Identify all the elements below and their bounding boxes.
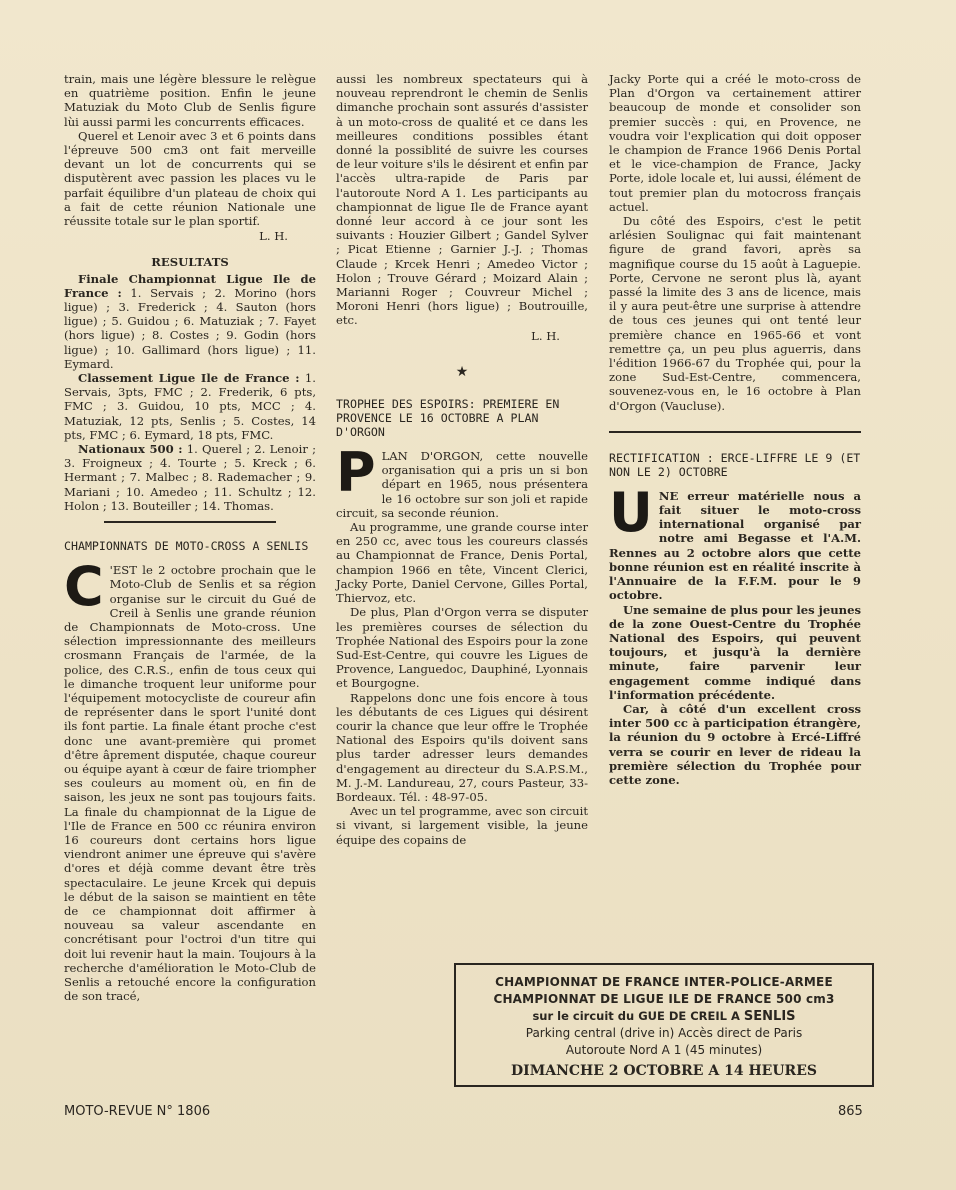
ad-line-3-big: SENLIS <box>743 1009 796 1024</box>
article-paragraph: Avec un tel programme, avec son circuit si vivant, si largement visible, la jeune équipe des copains de <box>336 804 588 847</box>
results-nationaux <box>64 442 316 513</box>
author-signature: L. H. <box>259 229 288 244</box>
article-paragraph: Du côté des Espoirs, c'est le petit arlésien Soulignac qui fait maintenant figure de grand favori, après sa magnifique course du 15 août à Laguepie. Porte, Cervone ne seront plus là, ayant passé la limite des 3 ans de licence, mais il y aura peut-être une surprise à attendre de tous ces jeunes qui ont tenté leur première chance en 1965-66 et vont remettre ça, un peu plus aguerris, dans l'édition 1966-67 du Trophée qui, pour la zone Sud-Est-Centre, commencera, souvenez-vous en, le 16 octobre à Plan d'Orgon (Vaucluse). <box>609 214 861 413</box>
dropcap-letter: U <box>609 480 653 544</box>
column-3 <box>609 72 861 787</box>
section-divider <box>609 431 861 433</box>
section-divider <box>104 521 276 523</box>
event-advertisement-box <box>454 963 874 1087</box>
article-headline-senlis: CHAMPIONNATS DE MOTO-CROSS A SENLIS <box>64 539 309 554</box>
results-finale <box>64 272 316 371</box>
article-headline-rectification: RECTIFICATION : ERCE-LIFFRE LE 9 (ET NON LE 2) OCTOBRE <box>609 450 861 479</box>
ad-line-3 <box>456 1008 872 1025</box>
dropcap-letter: P <box>336 441 376 505</box>
article-paragraph-senlis <box>64 555 316 1004</box>
article-continuation-text: aussi les nombreux spectateurs qui à nouveau reprendront le chemin de Senlis dimanche prochain sont assurés d'assister à un moto-cross de qualité et ce dans les meilleures conditions possibles étant donné la possiblité de suivre les courses de leur voiture s'ils le désirent et enfin par l'accès ultra-rapide de Paris par l'autoroute Nord A 1. Les participants au championnat de ligue Ile de France ayant donné leur accord à ce jour sont les suivants : Houzier Gilbert ; Gandel Sylver ; Picat Etienne ; Garnier J.-J. ; Thomas Claude ; Krcek Henri ; Amedeo Victor ; Holon ; Trouve Gérard ; Moizard Alain ; Marianni Roger ; Couvreur Michel ; Moroni Henri (hors ligue) ; Boutrouille, etc. <box>336 72 588 328</box>
article-paragraph: Car, à côté d'un excellent cross inter 500 cc à participation étrangère, la réunion du 9 octobre à Ercé-Liffré verra se courir en lever de rideau la première sélection du Trophée pour cette zone. <box>609 701 861 787</box>
results-heading: RESULTATS <box>151 255 229 270</box>
results-classement-text: 1. Servais, 3pts, FMC ; 2. Frederik, 6 pts, FMC ; 3. Guidou, 10 pts, MCC ; 4. Matuziak, 12 pts, Senlis ; 5. Costes, 14 pts, FMC ; 6. Eymard, 18 pts, FMC. <box>64 371 316 442</box>
article-paragraph: Au programme, une grande course inter en 250 cc, avec tous les coureurs classés au Championnat de France, Denis Portal, champion 1966 en tête, Vincent Clerici, Jacky Porte, Daniel Cervone, Gilles Portal, Thiervoz, etc. <box>336 520 588 606</box>
article-paragraph-plan-text: LAN D'ORGON, cette nouvelle organisation qui a pris un si bon départ en 1965, nous présentera le 16 octobre sur son joli et rapide circuit, sa seconde réunion. <box>336 449 588 520</box>
footer-page-number: 865 <box>838 1104 863 1119</box>
ad-line-1: CHAMPIONNAT DE FRANCE INTER-POLICE-ARMEE <box>495 975 833 989</box>
results-classement-label: Classement Ligue Ile de France : <box>78 371 300 386</box>
results-finale-text: 1. Servais ; 2. Morino (hors ligue) ; 3. Frederick ; 4. Sauton (hors ligue) ; 5. Guidou ; 6. Matuziak ; 7. Fayet (hors ligue) ; 8. Costes ; 9. Godin (hors ligue) ; 10. Gallimard (hors ligue) ; 11. Eymard. <box>64 285 316 371</box>
article-headline-trophee: TROPHEE DES ESPOIRS: PREMIERE EN PROVENCE LE 16 OCTOBRE A PLAN D'ORGON <box>336 397 560 440</box>
article-continuation-text: Jacky Porte qui a créé le moto-cross de Plan d'Orgon va certainement attirer beaucoup de monde et consolider son premier succès : qui, en Provence, ne voudra voir l'explication qui doit opposer le champion de France 1966 Denis Portal et le vice-champion de France, Jacky Porte, idole locale et, lui aussi, élément de tout premier plan du motocross français actuel. <box>609 72 861 214</box>
ad-line-2: CHAMPIONNAT DE LIGUE ILE DE FRANCE 500 cm3 <box>493 992 835 1006</box>
article-paragraph: Rappelons donc une fois encore à tous les débutants de ces Ligues qui désirent courir la chance que leur offre le Trophée National des Espoirs qu'ils doivent sans plus tarder adresser leurs demandes d'engagement au directeur du S.A.P.S.M., M. J.-M. Landureau, 27, cours Pasteur, 33-Bordeaux. Tél. : 48-97-05. <box>336 690 588 804</box>
ad-line-5: Autoroute Nord A 1 (45 minutes) <box>565 1043 763 1057</box>
article-continuation-text: train, mais une légère blessure le relègue en quatrième position. Enfin le jeune Matuziak du Moto Club de Senlis figure lùi aussi parmi les concurrents efficaces. <box>64 72 316 129</box>
article-paragraph-rectification <box>609 480 861 603</box>
article-paragraph: Querel et Lenoir avec 3 et 6 points dans l'épreuve 500 cm3 ont fait merveille devant un lot de concurrents qui se disputèrent avec passion les places vu le parfait équilibre d'un plateau de choix qui a fait de cette réunion Nationale une réussite totale sur le plan sportif. <box>64 128 316 229</box>
results-nationaux-text: 1. Querel ; 2. Lenoir ; 3. Froigneux ; 4. Tourte ; 5. Kreck ; 6. Hermant ; 7. Malbec ; 8. Rademacher ; 9. Mariani ; 10. Amedeo ; 11. Schultz ; 12. Holon ; 13. Bouteiller ; 14. Thomas. <box>64 442 316 513</box>
results-nationaux-label: Nationaux 500 : <box>78 442 183 457</box>
ad-line-3-pre: sur le circuit du GUE DE CREIL A <box>532 1009 744 1023</box>
article-paragraph-senlis-text: 'EST le 2 octobre prochain que le Moto-Club de Senlis et sa région organise sur le circuit du Gué de Creil à Senlis une grande réunion de Championnats de Moto-cross. Une sélection impressionnante des meilleurs crosmann Français de l'armée, de la police, des C.R.S., enfin de tous ceux qui le dimanche troquent leur uniforme pour l'équipement motocycliste de coureur afin de représenter dans le sport l'unité dont ils font partie. La finale étant proche c'est donc une avant-première qui promet d'être âprement disputée, chaque coureur ou équipe ayant à cœur de faire triompher ses couleurs au moment où, en fin de saison, les jeux ne sont pas toujours faits. La finale du championnat de la Ligue de l'Ile de France en 500 cc réunira environ 16 coureurs dont certains hors ligue viendront animer une épreuve qui s'avère d'ores et déjà comme devant être très spectaculaire. Le jeune Krcek qui depuis le début de la saison se maintient en tête de ce championnat doit affirmer à nouveau sa valeur ascendante en concrétisant pour l'octroi d'un titre qui doit lui revenir haut la main. Toujours à la recherche d'amélioration le Moto-Club de Senlis a retouché encore la configuration de son tracé, <box>64 563 316 1004</box>
article-paragraph-plan <box>336 441 588 520</box>
column-2 <box>336 72 588 847</box>
footer-magazine-issue: MOTO-REVUE N° 1806 <box>64 1104 211 1119</box>
article-paragraph: Une semaine de plus pour les jeunes de la zone Ouest-Centre du Trophée National des Espoirs, qui peuvent toujours, et jusqu'à la dernière minute, faire parvenir leur engagement comme indiqué dans l'information précédente. <box>609 602 861 702</box>
dropcap-letter: C <box>64 555 104 619</box>
article-paragraph-rectification-text: NE erreur matérielle nous a fait situer le moto-cross international organisé par notre ami Begasse et l'A.M. Rennes au 2 octobre alors que cette bonne réunion est en réalité inscrite à l'Annuaire de la F.F.M. pour le 9 octobre. <box>609 488 861 603</box>
results-finale-label: Finale Championnat Ligue Ile de France : <box>64 271 316 300</box>
star-separator-icon: ★ <box>455 363 469 380</box>
ad-line-6: DIMANCHE 2 OCTOBRE A 14 HEURES <box>511 1063 817 1079</box>
author-signature: L. H. <box>531 328 560 343</box>
column-1 <box>64 72 316 1003</box>
ad-line-4: Parking central (drive in) Accès direct de Paris <box>525 1026 803 1040</box>
article-paragraph: De plus, Plan d'Orgon verra se disputer les premières courses de sélection du Trophée National des Espoirs pour la zone Sud-Est-Centre, qui couvre les Ligues de Provence, Languedoc, Dauphiné, Lyonnais et Bourgogne. <box>336 605 588 691</box>
results-classement <box>64 371 316 442</box>
